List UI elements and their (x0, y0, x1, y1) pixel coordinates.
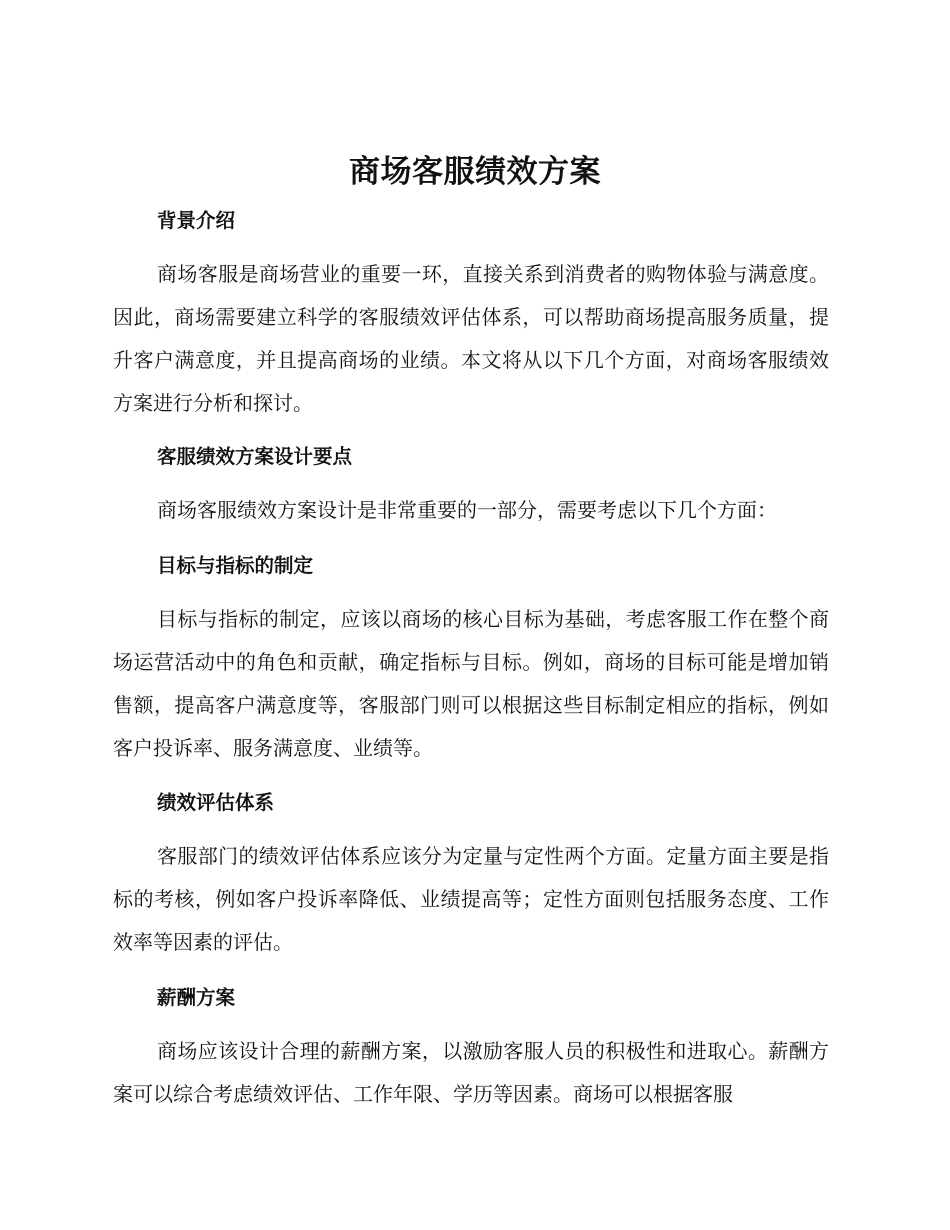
section-paragraph-evaluation-system: 客服部门的绩效评估体系应该分为定量与定性两个方面。定量方面主要是指标的考核，例如客户投诉率降低、业绩提高等；定性方面则包括服务态度、工作效率等因素的评估。 (113, 844, 829, 954)
document-title: 商场客服绩效方案 (349, 154, 601, 190)
section-heading-design-points: 客服绩效方案设计要点 (157, 445, 353, 468)
section-paragraph-goals-indicators: 目标与指标的制定，应该以商场的核心目标为基础，考虑客服工作在整个商场运营活动中的角色和贡献，确定指标与目标。例如，商场的目标可能是增加销售额，提高客户满意度等，客服部门则可以根据这些目标制定相应的指标，例如客户投诉率、服务满意度、业绩等。 (113, 607, 829, 760)
section-paragraph-salary-plan: 商场应该设计合理的薪酬方案，以激励客服人员的积极性和进取心。薪酬方案可以综合考虑绩效评估、工作年限、学历等因素。商场可以根据客服 (113, 1039, 829, 1106)
section-heading-evaluation-system: 绩效评估体系 (157, 791, 275, 814)
section-heading-goals-indicators: 目标与指标的制定 (157, 554, 314, 577)
section-heading-background: 背景介绍 (157, 209, 236, 232)
section-paragraph-design-points: 商场客服绩效方案设计是非常重要的一部分，需要考虑以下几个方面： (157, 498, 777, 522)
section-paragraph-background: 商场客服是商场营业的重要一环，直接关系到消费者的购物体验与满意度。因此，商场需要建立科学的客服绩效评估体系，可以帮助商场提高服务质量，提升客户满意度，并且提高商场的业绩。本文将从以下几个方面，对商场客服绩效方案进行分析和探讨。 (113, 262, 829, 415)
section-heading-salary-plan: 薪酬方案 (157, 986, 236, 1009)
